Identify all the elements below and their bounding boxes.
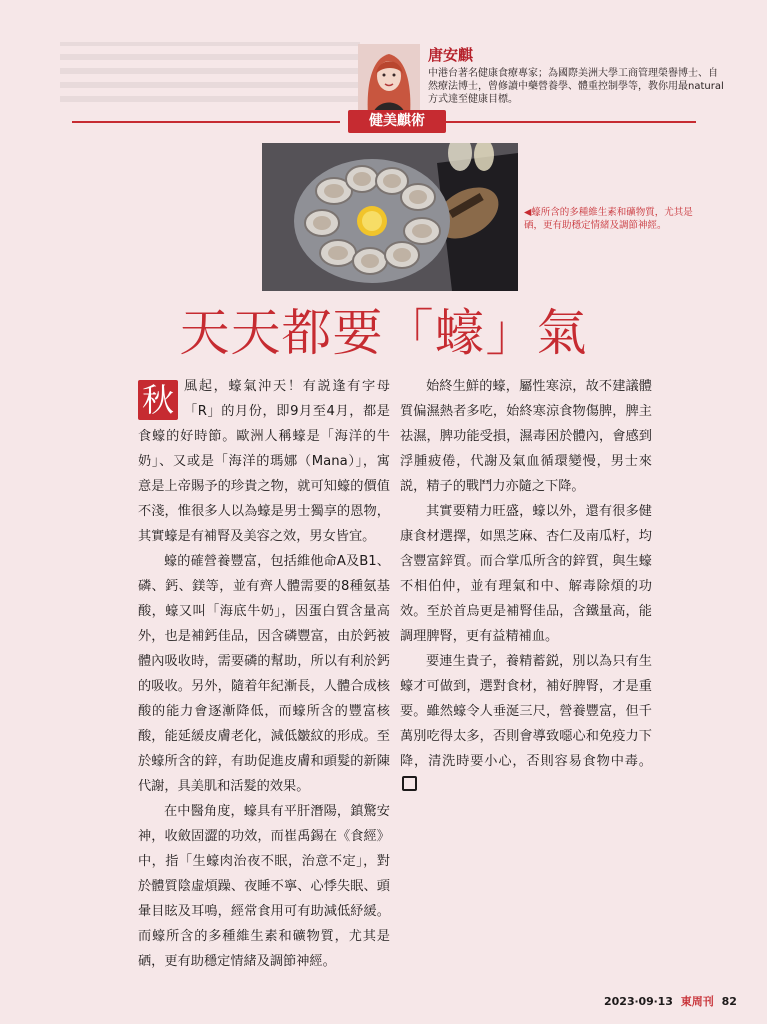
oyster-platter-icon — [262, 143, 518, 291]
header-rule-right — [446, 121, 696, 123]
paragraph-3: 在中醫角度，蠔具有平肝潛陽，鎮驚安神，收斂固澀的功效，而崔禹錫在《食經》中，指「生蠔肉治夜不眠，治意不定」，對於體質陰虛煩躁、夜睡不寧、心悸失眠、頭暈目眩及耳鳴，經常食用可有助減低紓緩。而蠔所含的多種維生素和礦物質，尤其是硒，更有助穩定情緒及調節神經。 — [138, 804, 390, 969]
paragraph-1: 秋 風起，蠔氣沖天！有説逢有字母「R」的月份，即9月至4月，都是食蠔的好時節。歐洲人稱蠔是「海洋的牛奶」、又或是「海洋的瑪娜（Mana）」，寓意是上帝賜予的珍貴之物，就可知蠔的價值不淺，惟很多人以為蠔是男士獨享的恩物，其實蠔是有補腎及美容之效，男女皆宜。 — [138, 379, 390, 544]
author-photo — [358, 44, 420, 116]
paragraph-2: 蠔的確營養豐富，包括維他命A及B1、磷、鈣、鎂等，並有齊人體需要的8種氨基酸，蠔又叫「海底牛奶」，因蛋白質含量高外，也是補鈣佳品，因含磷豐富，由於鈣被體內吸收時，需要磷的幫助，所以有利於鈣的吸收。另外，隨着年紀漸長，人體合成核酸的能力會逐漸降低，而蠔所含的豐富核酸，能延緩皮膚老化，減低皺紋的形成。至於蠔所含的鋅，有助促進皮膚和頭髮的新陳代謝，具美肌和活髮的效果。 — [138, 554, 390, 794]
drop-cap: 秋 — [138, 380, 178, 420]
paragraph-4: 始終生鮮的蠔，屬性寒涼，故不建議體質偏濕熱者多吃，始終寒涼食物傷脾，脾主祛濕，脾功能受損，濕毒困於體內，會感到浮腫疲倦，代謝及氣血循環變慢，男士來説，精子的戰鬥力亦隨之下降。 — [400, 379, 652, 494]
show-through-text — [60, 42, 360, 102]
end-mark-icon — [402, 776, 417, 791]
paragraph-5: 其實要精力旺盛，蠔以外，還有很多健康食材選擇，如黑芝麻、杏仁及南瓜籽，均含豐富鋅質。而合掌瓜所含的鋅質，與生蠔不相伯仲，並有理氣和中、解毒除煩的功效。至於首烏更是補腎佳品，含鐵量高，能調理脾腎，更有益精補血。 — [400, 504, 652, 644]
article-title: 天天都要「蠔」氣 — [179, 304, 588, 362]
paragraph-6: 要連生貴子，養精蓄鋭，別以為只有生蠔才可做到，選對食材，補好脾腎，才是重要。雖然蠔令人垂涎三尺，營養豐富，但千萬別吃得太多，否則會導致噁心和免疫力下降，清洗時要小心，否則容易食物中毒。 — [400, 649, 652, 799]
article-column-2 — [400, 374, 652, 799]
page-footer — [604, 993, 737, 1009]
page-number: 82 — [721, 995, 737, 1008]
magazine-name: 東周刊 — [680, 995, 714, 1008]
issue-date: 2023‧09‧13 — [604, 995, 673, 1008]
article-column-1 — [138, 374, 390, 974]
author-portrait-icon — [358, 44, 420, 116]
author-name: 唐安麒 — [428, 46, 474, 64]
column-tag: 健美麒術 — [348, 110, 446, 133]
author-bio: 中港台著名健康食療專家；為國際美洲大學工商管理榮譽博士、自然療法博士，曾修讀中藥營養學、體重控制學等，教你用最natural方式達至健康目標。 — [428, 68, 724, 105]
header-rule-left — [72, 121, 340, 123]
photo-caption: ◀蠔所含的多種維生素和礦物質，尤其是硒，更有助穩定情緒及調節神經。 — [524, 207, 693, 231]
oyster-photo — [262, 143, 518, 291]
